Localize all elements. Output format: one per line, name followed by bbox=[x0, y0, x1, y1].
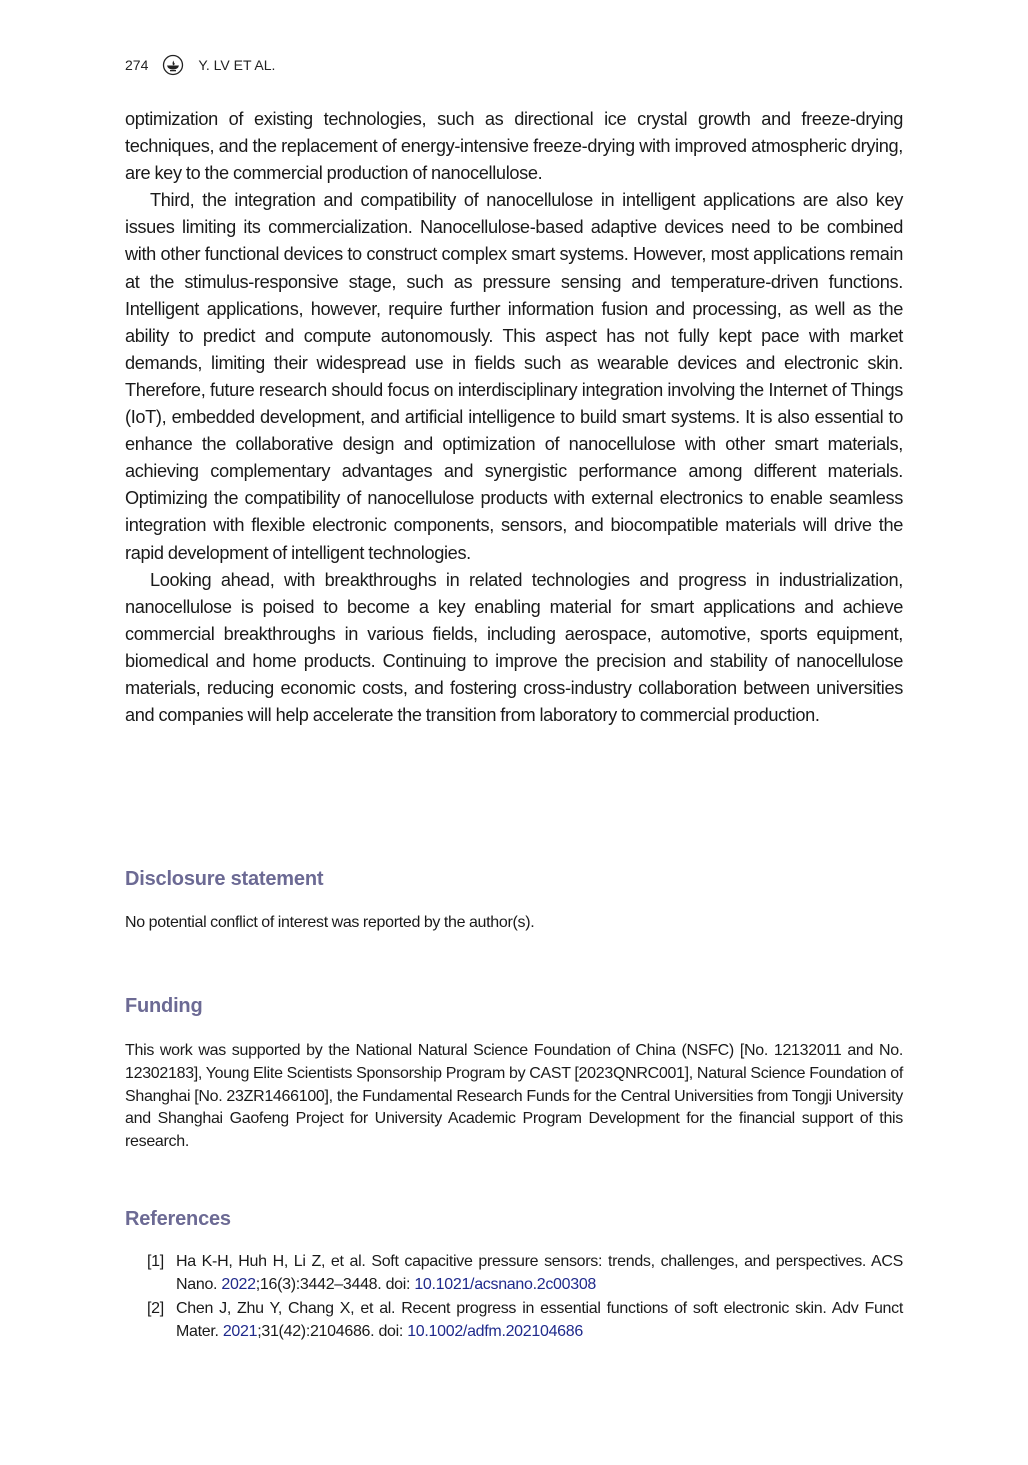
reference-text: ;16(3):3442–3448. doi: bbox=[255, 1276, 415, 1294]
paragraph: Third, the integration and compatibility of nanocellulose in intelligent applications are also key issues limiting its commercialization. Nanocellulose-based adaptive devices need to be combined with other functional devices to construct complex smart systems. However, most applications remain at the stimulus-responsive stage, such as pressure sensing and temperature-driven functions. Intelligent applications, however, require further information fusion and processing, as well as the ability to predict and compute autonomously. This aspect has not fully kept pace with market demands, limiting their widespread use in fields such as wearable devices and electronic skin. Therefore, future research should focus on interdisciplinary integration involving the Internet of Things (IoT), embedded development, and artificial intelligence to build smart systems. It is also essential to enhance the collaborative design and optimization of nanocellulose with other smart materials, achieving complementary advantages and synergistic performance among different materials. Optimizing the compatibility of nanocellulose products with external electronics to enable seamless integration with flexible electronic components, sensors, and biocompatible materials will drive the rapid development of intelligent technologies. bbox=[125, 190, 903, 563]
running-head bbox=[125, 54, 275, 76]
reference-number: [2] bbox=[147, 1299, 164, 1317]
body-text bbox=[125, 106, 903, 729]
reference-item bbox=[147, 1297, 903, 1344]
funding-heading: Funding bbox=[125, 995, 203, 1017]
reference-item bbox=[147, 1250, 903, 1297]
disclosure-text: No potential conflict of interest was reported by the author(s). bbox=[125, 914, 535, 931]
paragraph: optimization of existing technologies, such as directional ice crystal growth and freeze-drying techniques, and the replacement of energy-intensive freeze-drying with improved atmospheric drying, are key to the commercial production of nanocellulose. bbox=[125, 109, 903, 184]
reference-text: Chen J, Zhu Y, Chang X, et al. Recent progress in essential functions of soft electronic skin. Adv Funct Mater. bbox=[176, 1299, 903, 1340]
doi-link[interactable]: 10.1021/acsnano.2c00308 bbox=[414, 1276, 597, 1294]
reference-year-link[interactable]: 2022 bbox=[221, 1276, 256, 1294]
disclosure-heading: Disclosure statement bbox=[125, 868, 324, 890]
page-number: 274 bbox=[125, 57, 149, 73]
reference-text: ;31(42):2104686. doi: bbox=[257, 1322, 408, 1340]
funding-text: This work was supported by the National Natural Science Foundation of China (NSFC) [No. 12132011 and No. 12302183], Young Elite Scientists Sponsorship Program by CAST [2023QNRC001], Natural Science Foundation of Shanghai [No. 23ZR1466100], the Fundamental Research Funds for the Central Universities from Tongji University and Shanghai Gaofeng Project for University Academic Program Development for the financial support of this research. bbox=[125, 1042, 903, 1151]
references-heading: References bbox=[125, 1208, 231, 1230]
reference-text: Ha K-H, Huh H, Li Z, et al. Soft capacitive pressure sensors: trends, challenges, and perspectives. ACS Nano. bbox=[176, 1253, 903, 1294]
publisher-lamp-icon bbox=[162, 54, 184, 76]
reference-number: [1] bbox=[147, 1253, 164, 1270]
reference-year-link[interactable]: 2021 bbox=[222, 1322, 258, 1340]
paragraph: Looking ahead, with breakthroughs in related technologies and progress in industrialization, nanocellulose is poised to become a key enabling material for smart applications and achieve commercial breakthroughs in various fields, including aerospace, automotive, sports equipment, biomedical and home products. Continuing to improve the precision and stability of nanocellulose materials, reducing economic costs, and fostering cross-industry collaboration between universities and companies will help accelerate the transition from laboratory to commercial production. bbox=[125, 569, 903, 726]
doi-link[interactable]: 10.1002/adfm.202104686 bbox=[407, 1322, 583, 1340]
running-title: Y. LV ET AL. bbox=[198, 57, 276, 73]
reference-list bbox=[147, 1250, 903, 1343]
